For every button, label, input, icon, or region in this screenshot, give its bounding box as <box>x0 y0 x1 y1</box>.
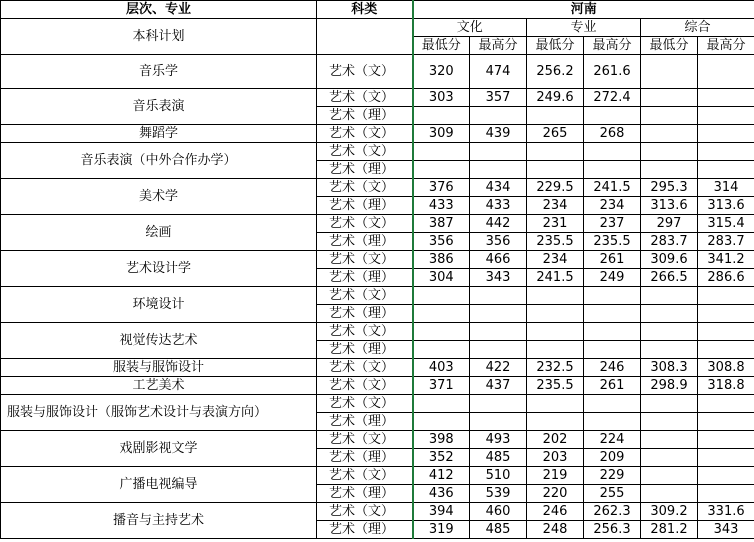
major-name: 广播电视编导 <box>1 467 317 503</box>
score-cell: 422 <box>470 359 527 377</box>
table-row <box>1 143 754 161</box>
score-cell <box>413 305 470 323</box>
score-cell <box>470 341 527 359</box>
score-cell: 376 <box>413 179 470 197</box>
score-cell <box>527 161 584 179</box>
score-cell: 403 <box>413 359 470 377</box>
score-cell <box>698 125 754 143</box>
score-cell: 241.5 <box>584 179 641 197</box>
score-cell: 331.6 <box>698 503 754 521</box>
score-cell: 234 <box>527 251 584 269</box>
score-cell: 246 <box>584 359 641 377</box>
score-cell <box>413 341 470 359</box>
score-cell: 315.4 <box>698 215 754 233</box>
major-name: 视觉传达艺术 <box>1 323 317 359</box>
table-row <box>1 377 754 395</box>
category-cell: 艺术（文） <box>317 395 413 413</box>
score-cell: 398 <box>413 431 470 449</box>
score-cell: 460 <box>470 503 527 521</box>
score-cell: 261 <box>584 251 641 269</box>
header-min: 最低分 <box>527 37 584 55</box>
major-name: 播音与主持艺术 <box>1 503 317 539</box>
score-cell: 412 <box>413 467 470 485</box>
category-cell: 艺术（文） <box>317 503 413 521</box>
score-cell <box>527 413 584 431</box>
score-cell: 266.5 <box>641 269 698 287</box>
score-cell: 357 <box>470 89 527 107</box>
score-cell <box>641 449 698 467</box>
category-cell: 艺术（理） <box>317 233 413 251</box>
category-cell: 艺术（理） <box>317 485 413 503</box>
score-cell: 442 <box>470 215 527 233</box>
score-cell: 256.3 <box>584 521 641 539</box>
header-max: 最高分 <box>584 37 641 55</box>
header-category: 科类 <box>317 1 413 19</box>
category-cell: 艺术（文） <box>317 125 413 143</box>
score-cell <box>641 161 698 179</box>
score-cell: 309.6 <box>641 251 698 269</box>
score-cell <box>527 143 584 161</box>
score-cell <box>527 341 584 359</box>
category-cell: 艺术（理） <box>317 161 413 179</box>
score-cell: 249 <box>584 269 641 287</box>
header-province: 河南 <box>413 1 754 19</box>
score-cell: 434 <box>470 179 527 197</box>
score-cell: 304 <box>413 269 470 287</box>
table-row <box>1 359 754 377</box>
category-cell: 艺术（文） <box>317 323 413 341</box>
score-cell: 352 <box>413 449 470 467</box>
header-group-culture: 文化 <box>413 19 527 37</box>
score-cell: 303 <box>413 89 470 107</box>
major-name: 美术学 <box>1 179 317 215</box>
score-cell: 343 <box>698 521 754 539</box>
table-row <box>1 467 754 485</box>
score-cell: 308.8 <box>698 359 754 377</box>
score-cell: 318.8 <box>698 377 754 395</box>
header-category-blank <box>317 19 413 55</box>
category-cell: 艺术（文） <box>317 143 413 161</box>
score-cell: 265 <box>527 125 584 143</box>
score-cell <box>470 305 527 323</box>
score-cell: 261.6 <box>584 55 641 89</box>
category-cell: 艺术（文） <box>317 377 413 395</box>
score-cell <box>584 323 641 341</box>
score-cell <box>698 449 754 467</box>
score-cell <box>527 305 584 323</box>
score-cell: 220 <box>527 485 584 503</box>
table-row <box>1 55 754 89</box>
score-cell <box>641 89 698 107</box>
score-cell: 232.5 <box>527 359 584 377</box>
category-cell: 艺术（文） <box>317 359 413 377</box>
score-cell: 371 <box>413 377 470 395</box>
category-cell: 艺术（理） <box>317 449 413 467</box>
table-row <box>1 251 754 269</box>
score-cell <box>641 323 698 341</box>
score-cell <box>527 395 584 413</box>
score-cell <box>698 323 754 341</box>
score-cell: 241.5 <box>527 269 584 287</box>
score-cell <box>698 485 754 503</box>
table-body <box>1 1 754 539</box>
score-cell: 297 <box>641 215 698 233</box>
score-cell <box>470 143 527 161</box>
score-cell: 433 <box>470 197 527 215</box>
score-cell: 268 <box>584 125 641 143</box>
score-cell: 248 <box>527 521 584 539</box>
score-cell: 224 <box>584 431 641 449</box>
score-cell <box>698 161 754 179</box>
major-name: 舞蹈学 <box>1 125 317 143</box>
score-cell: 229.5 <box>527 179 584 197</box>
score-cell: 235.5 <box>527 233 584 251</box>
header-max: 最高分 <box>698 37 754 55</box>
category-cell: 艺术（理） <box>317 269 413 287</box>
score-cell <box>641 413 698 431</box>
score-cell: 256.2 <box>527 55 584 89</box>
score-cell <box>584 161 641 179</box>
header-group-major: 专业 <box>527 19 641 37</box>
category-cell: 艺术（文） <box>317 179 413 197</box>
score-cell: 203 <box>527 449 584 467</box>
score-cell: 234 <box>527 197 584 215</box>
score-cell <box>698 413 754 431</box>
score-cell <box>698 107 754 125</box>
score-cell: 436 <box>413 485 470 503</box>
category-cell: 艺术（文） <box>317 215 413 233</box>
score-cell <box>584 287 641 305</box>
score-cell: 493 <box>470 431 527 449</box>
category-cell: 艺术（文） <box>317 89 413 107</box>
score-cell: 231 <box>527 215 584 233</box>
score-cell: 394 <box>413 503 470 521</box>
category-cell: 艺术（理） <box>317 521 413 539</box>
table-row <box>1 323 754 341</box>
score-cell <box>641 395 698 413</box>
score-cell <box>470 107 527 125</box>
score-cell <box>698 341 754 359</box>
table-row <box>1 395 754 413</box>
score-cell <box>641 287 698 305</box>
score-cell: 313.6 <box>641 197 698 215</box>
score-cell: 262.3 <box>584 503 641 521</box>
category-cell: 艺术（理） <box>317 341 413 359</box>
score-cell <box>413 161 470 179</box>
score-cell <box>641 107 698 125</box>
score-cell: 298.9 <box>641 377 698 395</box>
score-cell: 246 <box>527 503 584 521</box>
score-cell <box>641 143 698 161</box>
score-cell <box>470 413 527 431</box>
table-row <box>1 287 754 305</box>
header-max: 最高分 <box>470 37 527 55</box>
major-name: 服装与服饰设计（服饰艺术设计与表演方向） <box>1 395 317 431</box>
score-cell <box>641 431 698 449</box>
score-cell: 261 <box>584 377 641 395</box>
major-name: 音乐学 <box>1 55 317 89</box>
score-cell: 295.3 <box>641 179 698 197</box>
header-min: 最低分 <box>413 37 470 55</box>
score-cell <box>413 287 470 305</box>
score-cell: 235.5 <box>584 233 641 251</box>
score-cell: 356 <box>413 233 470 251</box>
score-cell: 387 <box>413 215 470 233</box>
major-name: 音乐表演（中外合作办学） <box>1 143 317 179</box>
table-row <box>1 503 754 521</box>
score-cell <box>584 143 641 161</box>
score-cell: 283.7 <box>698 233 754 251</box>
header-plan: 本科计划 <box>1 19 317 55</box>
score-cell: 286.6 <box>698 269 754 287</box>
score-cell: 283.7 <box>641 233 698 251</box>
category-cell: 艺术（理） <box>317 413 413 431</box>
score-cell: 234 <box>584 197 641 215</box>
score-cell <box>698 287 754 305</box>
score-cell: 510 <box>470 467 527 485</box>
table-row <box>1 125 754 143</box>
score-cell <box>641 341 698 359</box>
major-name: 戏剧影视文学 <box>1 431 317 467</box>
category-cell: 艺术（文） <box>317 287 413 305</box>
header-group-overall: 综合 <box>641 19 754 37</box>
score-cell: 249.6 <box>527 89 584 107</box>
score-cell <box>413 323 470 341</box>
score-cell: 343 <box>470 269 527 287</box>
score-cell <box>527 287 584 305</box>
score-cell <box>584 413 641 431</box>
score-cell <box>698 89 754 107</box>
score-cell: 255 <box>584 485 641 503</box>
score-cell <box>470 323 527 341</box>
score-cell: 281.2 <box>641 521 698 539</box>
score-cell <box>470 287 527 305</box>
score-cell: 219 <box>527 467 584 485</box>
score-cell <box>527 323 584 341</box>
score-cell: 209 <box>584 449 641 467</box>
score-cell <box>413 413 470 431</box>
score-cell <box>413 143 470 161</box>
header-level-major: 层次、专业 <box>1 1 317 19</box>
category-cell: 艺术（理） <box>317 107 413 125</box>
score-cell: 539 <box>470 485 527 503</box>
score-cell: 474 <box>470 55 527 89</box>
score-cell: 386 <box>413 251 470 269</box>
score-cell <box>470 395 527 413</box>
score-cell: 320 <box>413 55 470 89</box>
score-cell <box>698 395 754 413</box>
category-cell: 艺术（文） <box>317 467 413 485</box>
score-cell: 314 <box>698 179 754 197</box>
header-min: 最低分 <box>641 37 698 55</box>
category-cell: 艺术（理） <box>317 305 413 323</box>
score-cell: 439 <box>470 125 527 143</box>
table-row <box>1 431 754 449</box>
score-cell <box>698 431 754 449</box>
major-name: 服装与服饰设计 <box>1 359 317 377</box>
score-cell <box>413 395 470 413</box>
table-row <box>1 215 754 233</box>
table-row <box>1 89 754 107</box>
score-cell <box>584 395 641 413</box>
score-cell <box>641 467 698 485</box>
score-cell: 309.2 <box>641 503 698 521</box>
score-cell: 356 <box>470 233 527 251</box>
category-cell: 艺术（理） <box>317 197 413 215</box>
score-cell: 433 <box>413 197 470 215</box>
major-name: 绘画 <box>1 215 317 251</box>
score-cell: 319 <box>413 521 470 539</box>
score-cell <box>584 305 641 323</box>
score-cell <box>413 107 470 125</box>
score-cell: 235.5 <box>527 377 584 395</box>
major-name: 音乐表演 <box>1 89 317 125</box>
score-cell <box>641 55 698 89</box>
score-cell: 437 <box>470 377 527 395</box>
score-cell: 485 <box>470 449 527 467</box>
major-name: 环境设计 <box>1 287 317 323</box>
major-name: 艺术设计学 <box>1 251 317 287</box>
score-cell <box>641 485 698 503</box>
score-cell <box>698 305 754 323</box>
score-cell <box>584 341 641 359</box>
major-name: 工艺美术 <box>1 377 317 395</box>
category-cell: 艺术（文） <box>317 55 413 89</box>
score-cell <box>641 125 698 143</box>
score-cell: 341.2 <box>698 251 754 269</box>
score-cell: 466 <box>470 251 527 269</box>
score-cell <box>584 107 641 125</box>
score-cell <box>698 467 754 485</box>
score-cell <box>641 305 698 323</box>
score-cell <box>698 143 754 161</box>
score-cell: 202 <box>527 431 584 449</box>
score-cell: 309 <box>413 125 470 143</box>
category-cell: 艺术（文） <box>317 251 413 269</box>
score-cell <box>698 55 754 89</box>
category-cell: 艺术（文） <box>317 431 413 449</box>
header-row-2 <box>1 19 754 37</box>
score-cell <box>470 161 527 179</box>
score-cell: 229 <box>584 467 641 485</box>
score-cell: 237 <box>584 215 641 233</box>
header-row-1 <box>1 1 754 19</box>
score-cell: 313.6 <box>698 197 754 215</box>
score-cell: 272.4 <box>584 89 641 107</box>
table-row <box>1 179 754 197</box>
score-cell: 485 <box>470 521 527 539</box>
score-cell <box>527 107 584 125</box>
score-cell: 308.3 <box>641 359 698 377</box>
